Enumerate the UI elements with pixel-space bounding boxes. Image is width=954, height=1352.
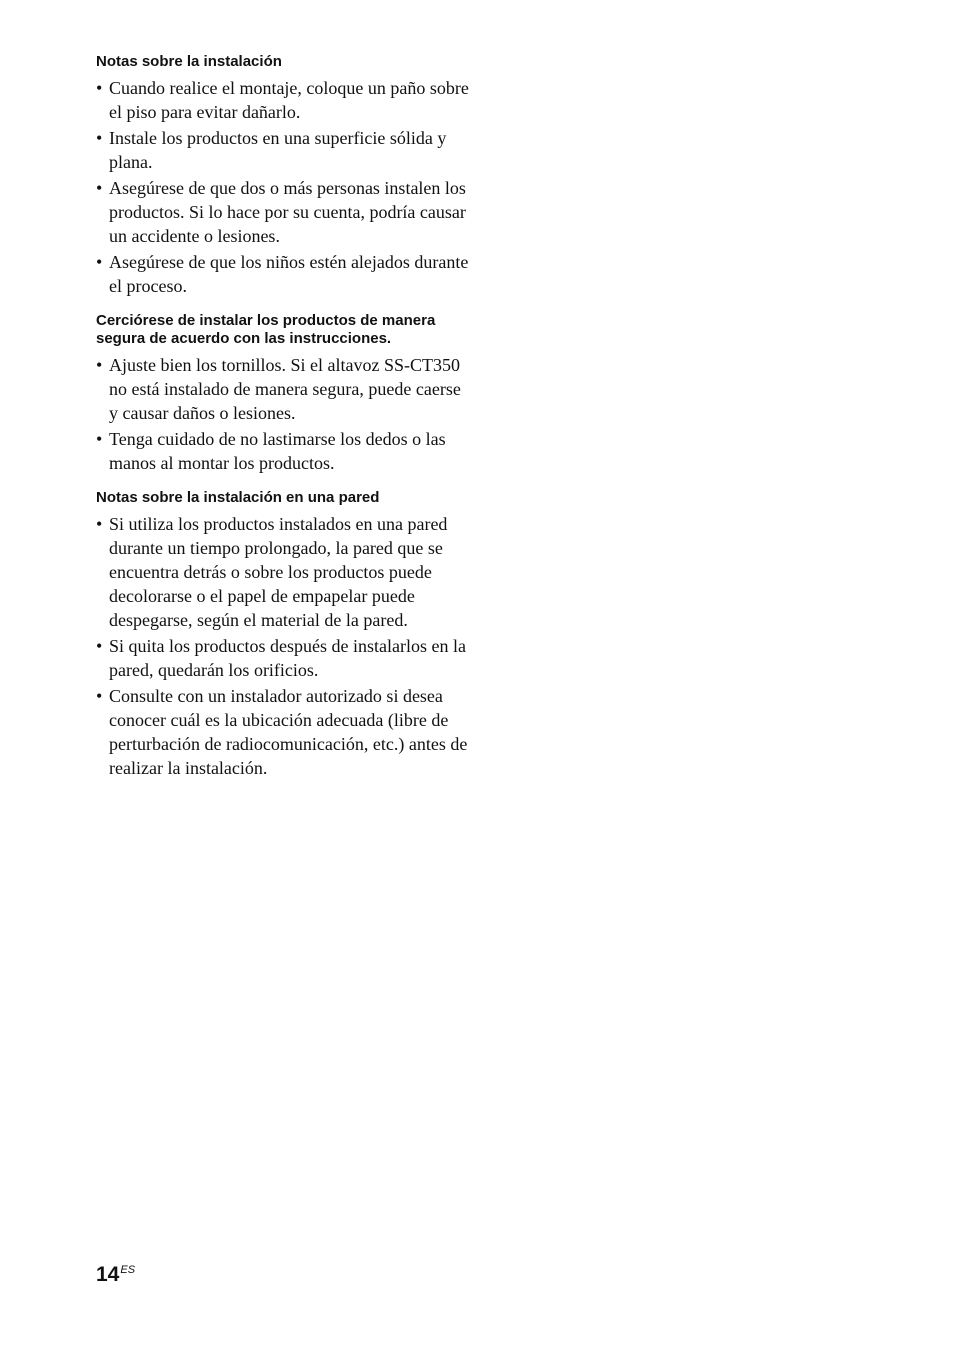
list-item: • Asegúrese de que dos o más personas instalen los productos. Si lo hace por su cuenta, podría causar un accidente o lesiones. [96,176,471,248]
list-item: • Instale los productos en una superficie sólida y plana. [96,126,471,174]
section-heading: Notas sobre la instalación en una pared [96,489,380,506]
bullet-list [96,353,471,475]
bullet-list [96,76,471,298]
text-column [96,53,471,782]
list-item: • Consulte con un instalador autorizado si desea conocer cuál es la ubicación adecuada (libre de perturbación de radiocomunicación, etc.) antes de realizar la instalación. [96,684,471,780]
bullet-list [96,512,471,780]
section-installation-notes [96,53,471,298]
page-number [96,1257,135,1288]
list-item: • Cuando realice el montaje, coloque un paño sobre el piso para evitar dañarlo. [96,76,471,124]
section-heading: Notas sobre la instalación [96,53,282,70]
list-item: • Asegúrese de que los niños estén alejados durante el proceso. [96,250,471,298]
section-heading: Cerciórese de instalar los productos de manera segura de acuerdo con las instrucciones. [96,312,436,347]
page-language-suffix: ES [120,1264,136,1276]
section-wall-installation-notes [96,489,471,780]
list-item: • Si utiliza los productos instalados en una pared durante un tiempo prolongado, la pared que se encuentra detrás o sobre los productos puede decolorarse o el papel de empapelar puede despegarse, según el material de la pared. [96,512,471,632]
list-item: • Si quita los productos después de instalarlos en la pared, quedarán los orificios. [96,634,471,682]
list-item: • Ajuste bien los tornillos. Si el altavoz SS-CT350 no está instalado de manera segura, puede caerse y causar daños o lesiones. [96,353,471,425]
section-safe-installation [96,312,471,475]
page-number-value: 14 [96,1263,120,1286]
list-item: • Tenga cuidado de no lastimarse los dedos o las manos al montar los productos. [96,427,471,475]
